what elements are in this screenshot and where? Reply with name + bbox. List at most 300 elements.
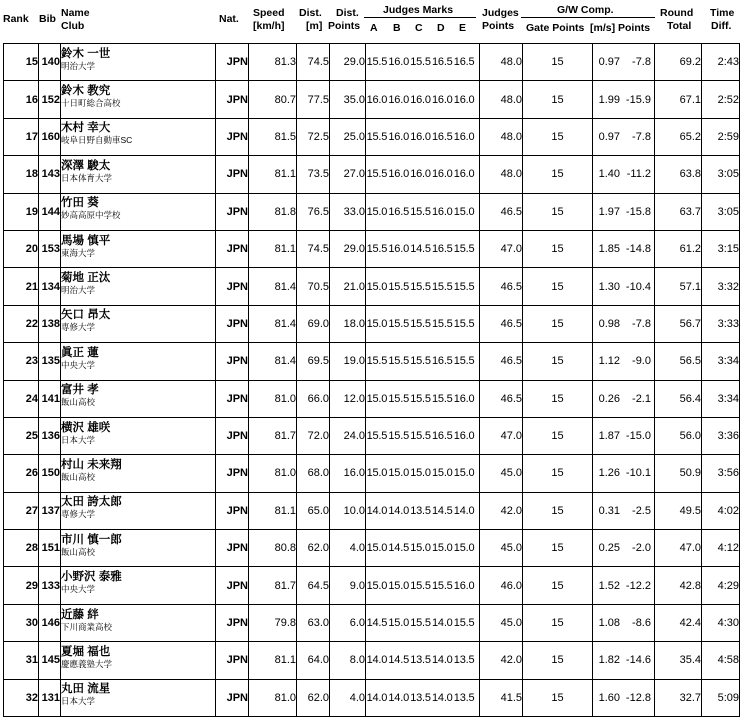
nat-cell: JPN <box>216 44 249 81</box>
header-round: Round <box>660 7 694 19</box>
bib-cell: 138 <box>39 305 61 342</box>
name-cell <box>61 156 216 193</box>
wind-points: -12.2 <box>625 579 651 592</box>
nat-cell: JPN <box>216 305 249 342</box>
wind-speed: 0.25 <box>598 542 620 555</box>
gate-points-cell: 15 <box>523 455 593 492</box>
judge-mark: 16.0 <box>453 579 475 592</box>
judge-mark: 16.5 <box>388 205 409 218</box>
table-row <box>4 44 740 81</box>
judge-mark: 15.0 <box>388 617 409 630</box>
gate-points-cell: 15 <box>523 81 593 118</box>
bib-cell: 131 <box>39 679 61 716</box>
wind-points: -14.8 <box>625 243 651 256</box>
wind-points: -2.5 <box>632 504 651 517</box>
wind-points: -10.4 <box>625 280 651 293</box>
bib-cell: 160 <box>39 118 61 155</box>
table-row <box>4 81 740 118</box>
round-total-cell: 63.7 <box>655 193 702 230</box>
round-total-cell: 47.0 <box>655 530 702 567</box>
judge-mark: 15.5 <box>431 579 453 592</box>
athlete-club: 慶應義塾大学 <box>61 658 113 669</box>
speed-cell: 80.7 <box>249 81 297 118</box>
bib-cell: 135 <box>39 343 61 380</box>
table-row <box>4 268 740 305</box>
distance-cell: 64.5 <box>297 567 330 604</box>
gate-points-cell: 15 <box>523 679 593 716</box>
distance-points-cell: 10.0 <box>330 492 366 529</box>
header-diff: Diff. <box>711 20 732 32</box>
name-cell <box>61 305 216 342</box>
name-cell <box>61 230 216 267</box>
wind-points: -12.8 <box>625 691 651 704</box>
wind-cell <box>593 455 655 492</box>
distance-cell: 64.0 <box>297 642 330 679</box>
results-table <box>3 43 740 717</box>
judge-mark: 16.0 <box>410 168 431 181</box>
table-row <box>4 305 740 342</box>
time-diff-cell: 4:12 <box>702 530 740 567</box>
judges-points-cell: 45.0 <box>480 530 523 567</box>
judges-marks-cell <box>366 567 480 604</box>
speed-cell: 81.0 <box>249 380 297 417</box>
rank-cell: 31 <box>4 642 39 679</box>
judge-mark: 15.5 <box>453 617 475 630</box>
distance-cell: 76.5 <box>297 193 330 230</box>
judges-points-cell: 42.0 <box>480 492 523 529</box>
athlete-name: 鈴木 一世 <box>61 47 111 60</box>
bib-cell: 145 <box>39 642 61 679</box>
bib-cell: 146 <box>39 604 61 641</box>
speed-cell: 79.8 <box>249 604 297 641</box>
wind-speed: 0.26 <box>598 392 620 405</box>
judge-mark: 15.5 <box>453 243 475 256</box>
distance-cell: 72.0 <box>297 417 330 454</box>
round-total-cell: 61.2 <box>655 230 702 267</box>
judge-mark: 15.0 <box>453 542 475 555</box>
athlete-club: 飯山高校 <box>61 471 96 482</box>
distance-points-cell: 9.0 <box>330 567 366 604</box>
gate-points-cell: 15 <box>523 44 593 81</box>
wind-points: -2.0 <box>632 542 651 555</box>
judge-mark: 15.5 <box>410 355 431 368</box>
time-diff-cell: 3:56 <box>702 455 740 492</box>
judge-mark: 15.5 <box>410 392 431 405</box>
wind-points: -9.0 <box>632 355 651 368</box>
round-total-cell: 65.2 <box>655 118 702 155</box>
wind-speed: 1.40 <box>598 168 620 181</box>
gate-points-cell: 15 <box>523 343 593 380</box>
wind-cell <box>593 156 655 193</box>
name-cell <box>61 679 216 716</box>
judge-mark: 15.0 <box>388 467 409 480</box>
time-diff-cell: 3:32 <box>702 268 740 305</box>
distance-points-cell: 33.0 <box>330 193 366 230</box>
distance-cell: 62.0 <box>297 530 330 567</box>
athlete-name: 丸田 流星 <box>61 683 111 696</box>
nat-cell: JPN <box>216 81 249 118</box>
rank-cell: 15 <box>4 44 39 81</box>
wind-cell <box>593 679 655 716</box>
speed-cell: 81.4 <box>249 268 297 305</box>
name-cell <box>61 530 216 567</box>
judge-mark: 14.5 <box>366 617 388 630</box>
judge-mark: 15.5 <box>388 317 409 330</box>
distance-cell: 63.0 <box>297 604 330 641</box>
rank-cell: 21 <box>4 268 39 305</box>
nat-cell: JPN <box>216 230 249 267</box>
judge-mark: 15.0 <box>366 317 388 330</box>
name-cell <box>61 455 216 492</box>
speed-cell: 81.5 <box>249 118 297 155</box>
judge-mark: 16.0 <box>388 168 409 181</box>
wind-cell <box>593 380 655 417</box>
wind-speed: 1.99 <box>598 93 620 106</box>
judge-mark: 15.0 <box>453 205 475 218</box>
bib-cell: 134 <box>39 268 61 305</box>
nat-cell: JPN <box>216 567 249 604</box>
distance-points-cell: 4.0 <box>330 530 366 567</box>
rank-cell: 27 <box>4 492 39 529</box>
judges-points-cell: 46.5 <box>480 268 523 305</box>
judge-mark: 16.0 <box>453 168 475 181</box>
athlete-name: 鈴木 教究 <box>61 85 111 98</box>
judges-marks-cell <box>366 417 480 454</box>
nat-cell: JPN <box>216 380 249 417</box>
distance-points-cell: 19.0 <box>330 343 366 380</box>
wind-speed: 1.82 <box>598 654 620 667</box>
gate-points-cell: 15 <box>523 380 593 417</box>
table-row <box>4 530 740 567</box>
nat-cell: JPN <box>216 193 249 230</box>
distance-points-cell: 29.0 <box>330 230 366 267</box>
judges-points-cell: 47.0 <box>480 230 523 267</box>
gate-points-cell: 15 <box>523 118 593 155</box>
rank-cell: 16 <box>4 81 39 118</box>
judge-mark: 16.0 <box>453 430 475 443</box>
table-row <box>4 343 740 380</box>
gate-points-cell: 15 <box>523 305 593 342</box>
athlete-name: 矢口 昂太 <box>61 309 111 322</box>
judge-mark: 16.0 <box>366 93 388 106</box>
judge-mark: 15.5 <box>431 317 453 330</box>
wind-points: -15.0 <box>625 430 651 443</box>
judge-mark: 15.0 <box>366 542 388 555</box>
nat-cell: JPN <box>216 417 249 454</box>
table-row <box>4 380 740 417</box>
judge-mark: 15.5 <box>388 355 409 368</box>
athlete-name: 村山 未来翔 <box>61 458 122 471</box>
time-diff-cell: 3:05 <box>702 193 740 230</box>
judge-mark: 14.0 <box>388 691 409 704</box>
judge-mark: 15.5 <box>366 243 388 256</box>
athlete-name: 眞正 蓮 <box>61 346 99 359</box>
judge-mark: 15.0 <box>366 467 388 480</box>
header-gate-points: Gate Points <box>526 22 585 34</box>
judges-points-cell: 46.5 <box>480 193 523 230</box>
wind-points: -15.8 <box>625 205 651 218</box>
athlete-club: 明治大学 <box>61 60 96 71</box>
speed-cell: 81.1 <box>249 230 297 267</box>
speed-cell: 81.4 <box>249 305 297 342</box>
judges-points-cell: 48.0 <box>480 44 523 81</box>
round-total-cell: 35.4 <box>655 642 702 679</box>
header-judge-c: C <box>415 22 423 34</box>
judges-points-cell: 46.5 <box>480 343 523 380</box>
header-rank: Rank <box>3 13 29 25</box>
judge-mark: 14.0 <box>366 654 388 667</box>
rank-cell: 20 <box>4 230 39 267</box>
judge-mark: 13.5 <box>410 691 431 704</box>
name-cell <box>61 118 216 155</box>
wind-speed: 1.30 <box>598 280 620 293</box>
athlete-name: 菊地 正汰 <box>61 272 111 285</box>
nat-cell: JPN <box>216 343 249 380</box>
header-speed-unit: [km/h] <box>253 20 285 32</box>
name-cell <box>61 44 216 81</box>
judges-marks-cell <box>366 380 480 417</box>
judge-mark: 14.0 <box>366 691 388 704</box>
judge-mark: 15.0 <box>453 467 475 480</box>
judges-marks-cell <box>366 193 480 230</box>
time-diff-cell: 3:34 <box>702 343 740 380</box>
table-row <box>4 642 740 679</box>
judges-marks-cell <box>366 230 480 267</box>
time-diff-cell: 4:30 <box>702 604 740 641</box>
wind-speed: 1.08 <box>598 617 620 630</box>
nat-cell: JPN <box>216 455 249 492</box>
athlete-name: 木村 幸大 <box>61 122 111 135</box>
time-diff-cell: 3:15 <box>702 230 740 267</box>
judges-marks-cell <box>366 679 480 716</box>
athlete-name: 竹田 葵 <box>61 197 99 210</box>
judge-mark: 15.5 <box>453 317 475 330</box>
wind-speed: 1.52 <box>598 579 620 592</box>
judge-mark: 15.5 <box>388 392 409 405</box>
rank-cell: 24 <box>4 380 39 417</box>
time-diff-cell: 2:43 <box>702 44 740 81</box>
header-nat: Nat. <box>219 13 239 25</box>
judge-mark: 16.0 <box>388 130 409 143</box>
time-diff-cell: 2:59 <box>702 118 740 155</box>
judge-mark: 16.5 <box>431 355 453 368</box>
judge-mark: 14.0 <box>431 654 453 667</box>
judge-mark: 15.5 <box>410 579 431 592</box>
rank-cell: 32 <box>4 679 39 716</box>
judge-mark: 16.0 <box>431 168 453 181</box>
judge-mark: 15.5 <box>431 392 453 405</box>
gate-points-cell: 15 <box>523 230 593 267</box>
time-diff-cell: 3:36 <box>702 417 740 454</box>
gate-points-cell: 15 <box>523 156 593 193</box>
speed-cell: 81.7 <box>249 417 297 454</box>
wind-cell <box>593 642 655 679</box>
round-total-cell: 56.4 <box>655 380 702 417</box>
header-dist: Dist. <box>299 7 322 19</box>
athlete-club: 明治大学 <box>61 285 96 296</box>
wind-cell <box>593 305 655 342</box>
athlete-club: 日本大学 <box>61 434 96 445</box>
judge-mark: 14.0 <box>366 504 388 517</box>
judge-mark: 16.5 <box>453 56 475 69</box>
time-diff-cell: 4:58 <box>702 642 740 679</box>
bib-cell: 141 <box>39 380 61 417</box>
wind-points: -8.6 <box>632 617 651 630</box>
header-judges-marks: Judges Marks <box>383 4 454 16</box>
wind-speed: 0.97 <box>598 130 620 143</box>
table-header <box>0 0 743 40</box>
wind-speed: 0.98 <box>598 317 620 330</box>
bib-cell: 140 <box>39 44 61 81</box>
wind-cell <box>593 230 655 267</box>
round-total-cell: 49.5 <box>655 492 702 529</box>
table-row <box>4 118 740 155</box>
athlete-club: 専修大学 <box>61 509 96 520</box>
judge-mark: 14.0 <box>453 504 475 517</box>
speed-cell: 81.1 <box>249 642 297 679</box>
judges-points-cell: 45.0 <box>480 604 523 641</box>
table-row <box>4 193 740 230</box>
distance-cell: 65.0 <box>297 492 330 529</box>
gate-points-cell: 15 <box>523 567 593 604</box>
judge-mark: 14.5 <box>410 243 431 256</box>
speed-cell: 81.0 <box>249 679 297 716</box>
name-cell <box>61 604 216 641</box>
wind-cell <box>593 268 655 305</box>
athlete-club: 東海大学 <box>61 247 96 258</box>
name-cell <box>61 193 216 230</box>
wind-points: -10.1 <box>625 467 651 480</box>
name-cell <box>61 343 216 380</box>
nat-cell: JPN <box>216 492 249 529</box>
nat-cell: JPN <box>216 642 249 679</box>
judge-mark: 14.0 <box>388 504 409 517</box>
round-total-cell: 42.8 <box>655 567 702 604</box>
distance-cell: 69.5 <box>297 343 330 380</box>
bib-cell: 136 <box>39 417 61 454</box>
rank-cell: 17 <box>4 118 39 155</box>
bib-cell: 151 <box>39 530 61 567</box>
gate-points-cell: 15 <box>523 530 593 567</box>
speed-cell: 80.8 <box>249 530 297 567</box>
name-cell <box>61 642 216 679</box>
judges-marks-cell <box>366 118 480 155</box>
distance-cell: 66.0 <box>297 380 330 417</box>
speed-cell: 81.0 <box>249 455 297 492</box>
athlete-name: 市川 慎一郎 <box>61 533 122 546</box>
judge-mark: 16.0 <box>388 93 409 106</box>
speed-cell: 81.3 <box>249 44 297 81</box>
judge-mark: 15.5 <box>366 430 388 443</box>
distance-points-cell: 35.0 <box>330 81 366 118</box>
distance-cell: 70.5 <box>297 268 330 305</box>
wind-speed: 1.87 <box>598 430 620 443</box>
judge-mark: 16.0 <box>453 392 475 405</box>
table-row <box>4 492 740 529</box>
judge-mark: 13.5 <box>410 504 431 517</box>
athlete-club: 専修大学 <box>61 322 96 333</box>
wind-cell <box>593 44 655 81</box>
judge-mark: 15.0 <box>410 542 431 555</box>
round-total-cell: 63.8 <box>655 156 702 193</box>
header-judge-e: E <box>459 22 467 34</box>
gate-points-cell: 15 <box>523 642 593 679</box>
athlete-club: 中央大学 <box>61 584 96 595</box>
wind-cell <box>593 417 655 454</box>
judge-mark: 13.5 <box>453 654 475 667</box>
judge-mark: 14.5 <box>431 504 453 517</box>
judge-mark: 15.5 <box>366 355 388 368</box>
header-time: Time <box>710 7 735 19</box>
judges-points-cell: 46.5 <box>480 380 523 417</box>
wind-points: -7.8 <box>632 56 651 69</box>
athlete-name: 深澤 駿太 <box>61 159 111 172</box>
athlete-club: 岐阜日野自動車SC <box>61 135 133 146</box>
name-cell <box>61 492 216 529</box>
header-club: Club <box>61 20 85 32</box>
gate-points-cell: 15 <box>523 268 593 305</box>
judges-points-cell: 47.0 <box>480 417 523 454</box>
name-cell <box>61 417 216 454</box>
judge-mark: 13.5 <box>453 691 475 704</box>
table-row <box>4 230 740 267</box>
judges-marks-cell <box>366 604 480 641</box>
distance-cell: 77.5 <box>297 81 330 118</box>
distance-cell: 62.0 <box>297 679 330 716</box>
bib-cell: 144 <box>39 193 61 230</box>
wind-speed: 1.97 <box>598 205 620 218</box>
rank-cell: 29 <box>4 567 39 604</box>
wind-speed: 1.26 <box>598 467 620 480</box>
wind-points: -11.2 <box>626 168 651 181</box>
wind-speed: 0.31 <box>598 504 620 517</box>
athlete-club: 日本大学 <box>61 696 96 707</box>
header-dist-points: Dist. <box>336 7 359 19</box>
judges-marks-rule <box>364 17 476 18</box>
athlete-name: 夏堀 福也 <box>61 645 111 658</box>
round-total-cell: 56.7 <box>655 305 702 342</box>
judge-mark: 16.0 <box>410 130 431 143</box>
distance-points-cell: 6.0 <box>330 604 366 641</box>
header-judges-points: Judges <box>482 7 519 19</box>
athlete-club: 十日町総合高校 <box>61 98 121 109</box>
judges-marks-cell <box>366 305 480 342</box>
judge-mark: 14.5 <box>388 654 409 667</box>
judge-mark: 15.0 <box>431 467 453 480</box>
bib-cell: 137 <box>39 492 61 529</box>
nat-cell: JPN <box>216 679 249 716</box>
judges-marks-cell <box>366 642 480 679</box>
athlete-name: 小野沢 泰雅 <box>61 571 122 584</box>
rank-cell: 19 <box>4 193 39 230</box>
header-wind-points: [m/s] Points <box>590 22 651 34</box>
rank-cell: 28 <box>4 530 39 567</box>
header-judge-a: A <box>370 22 378 34</box>
nat-cell: JPN <box>216 268 249 305</box>
table-row <box>4 455 740 492</box>
rank-cell: 26 <box>4 455 39 492</box>
round-total-cell: 50.9 <box>655 455 702 492</box>
round-total-cell: 56.0 <box>655 417 702 454</box>
judges-points-cell: 48.0 <box>480 156 523 193</box>
judge-mark: 16.0 <box>431 205 453 218</box>
judge-mark: 15.5 <box>366 168 388 181</box>
judges-points-cell: 41.5 <box>480 679 523 716</box>
name-cell <box>61 567 216 604</box>
judges-points-cell: 46.0 <box>480 567 523 604</box>
judge-mark: 15.5 <box>410 56 431 69</box>
judge-mark: 15.5 <box>431 280 453 293</box>
